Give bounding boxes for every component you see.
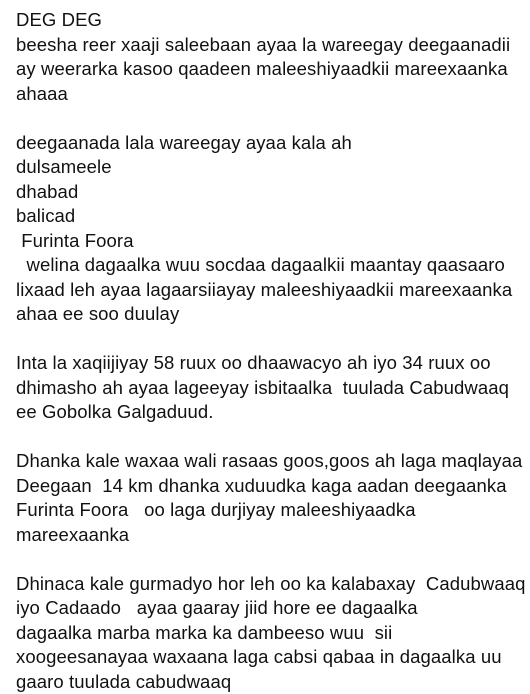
text-line: iyo Cadaado ayaa gaaray jiid hore ee dagaalka: [16, 596, 528, 621]
text-line: Inta la xaqiijiyay 58 ruux oo dhaawacyo ah iyo 34 ruux oo: [16, 351, 528, 376]
paragraph-spacer: [16, 547, 528, 572]
text-line: ee Gobolka Galgaduud.: [16, 400, 528, 425]
text-line: dhimasho ah ayaa lageeyay isbitaalka tuulada Cabudwaaq: [16, 376, 528, 401]
text-line: balicad: [16, 204, 528, 229]
text-line: dagaalka marba marka ka dambeeso wuu sii: [16, 621, 528, 646]
text-line: beesha reer xaaji saleebaan ayaa la wareegay deegaanadii: [16, 33, 528, 58]
paragraph-3: [16, 351, 528, 425]
text-line: Dhinaca kale gurmadyo hor leh oo ka kalabaxay Cadubwaaq: [16, 572, 528, 597]
text-line: mareexaanka: [16, 523, 528, 548]
text-line: gaaro tuulada cabudwaaq: [16, 670, 528, 694]
text-line: Dhanka kale waxaa wali rasaas goos,goos ah laga maqlayaa: [16, 449, 528, 474]
paragraph-1: [16, 33, 528, 107]
text-line: dhabad: [16, 180, 528, 205]
text-line: xoogeesanayaa waxaana laga cabsi qabaa in dagaalka uu: [16, 645, 528, 670]
paragraph-spacer: [16, 106, 528, 131]
text-line: deegaanada lala wareegay ayaa kala ah: [16, 131, 528, 156]
text-line: lixaad leh ayaa lagaarsiiayay maleeshiyaadkii mareexaanka: [16, 278, 528, 303]
text-line: Deegaan 14 km dhanka xuduudka kaga aadan deegaanka: [16, 474, 528, 499]
paragraph-spacer: [16, 327, 528, 352]
text-line: ahaaa: [16, 82, 528, 107]
text-line: dulsameele: [16, 155, 528, 180]
paragraph-spacer: [16, 425, 528, 450]
text-line: ahaa ee soo duulay: [16, 302, 528, 327]
paragraph-5: [16, 572, 528, 694]
paragraph-4: [16, 449, 528, 547]
paragraph-2: [16, 131, 528, 327]
text-line: Furinta Foora: [16, 229, 528, 254]
text-line: Furinta Foora oo laga durjiyay maleeshiyaadka: [16, 498, 528, 523]
text-line: welina dagaalka wuu socdaa dagaalkii maantay qaasaaro: [16, 253, 528, 278]
document-body: [16, 8, 528, 694]
headline: DEG DEG: [16, 8, 528, 33]
text-line: ay weerarka kasoo qaadeen maleeshiyaadkii mareexaanka: [16, 57, 528, 82]
